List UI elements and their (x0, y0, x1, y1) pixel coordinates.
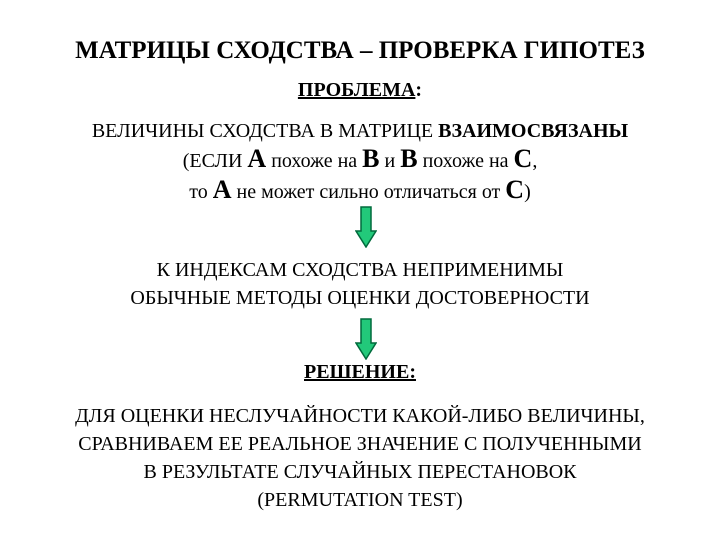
example-a: А (247, 144, 267, 173)
example-text-3: похоже на (417, 150, 514, 172)
problem-heading-colon: : (415, 79, 423, 101)
example-text-4: то (189, 181, 213, 203)
problem-statement-emphasis: ВЗАИМОСВЯЗАНЫ (438, 120, 629, 142)
arrow-shape (356, 319, 376, 359)
example-b-1: В (362, 144, 380, 173)
example-b-2: В (400, 144, 418, 173)
problem-statement-main: ВЕЛИЧИНЫ СХОДСТВА В МАТРИЦЕ (91, 120, 439, 142)
page-title: МАТРИЦЫ СХОДСТВА – ПРОВЕРКА ГИПОТЕЗ (75, 37, 645, 64)
problem-heading (0, 80, 720, 100)
example-comma: , (532, 150, 538, 172)
decision-heading-label: РЕШЕНИЕ: (304, 361, 416, 383)
decision-line-2: СРАВНИВАЕМ ЕЕ РЕАЛЬНОЕ ЗНАЧЕНИЕ С ПОЛУЧЕННЫМИ (78, 433, 642, 455)
consequence-line-2: ОБЫЧНЫЕ МЕТОДЫ ОЦЕНКИ ДОСТОВЕРНОСТИ (130, 287, 590, 309)
example-text-1: похоже на (266, 150, 363, 172)
problem-example-line-2 (0, 177, 720, 203)
decision-line-4: (PERMUTATION TEST) (257, 489, 463, 511)
arrow-down-icon (355, 206, 377, 248)
example-text-5: не может сильно отличаться от (231, 181, 506, 203)
consequence-line-1: К ИНДЕКСАМ СХОДСТВА НЕПРИМЕНИМЫ (156, 259, 564, 281)
arrow-down-icon (355, 318, 377, 360)
decision-line-3: В РЕЗУЛЬТАТЕ СЛУЧАЙНЫХ ПЕРЕСТАНОВОК (143, 461, 577, 483)
problem-heading-label: ПРОБЛЕМА (297, 79, 416, 101)
example-a-2: А (212, 175, 232, 204)
example-open-paren: (ЕСЛИ (182, 150, 248, 172)
example-c-2: С (505, 175, 525, 204)
problem-statement (0, 121, 720, 141)
decision-line-1: ДЛЯ ОЦЕНКИ НЕСЛУЧАЙНОСТИ КАКОЙ-ЛИБО ВЕЛИЧИНЫ, (75, 405, 645, 427)
example-c-1: С (513, 144, 533, 173)
example-text-2: и (379, 150, 401, 172)
example-close-paren: ) (524, 181, 531, 203)
decision-heading (0, 362, 720, 382)
problem-example-line-1 (0, 146, 720, 172)
arrow-shape (356, 207, 376, 247)
